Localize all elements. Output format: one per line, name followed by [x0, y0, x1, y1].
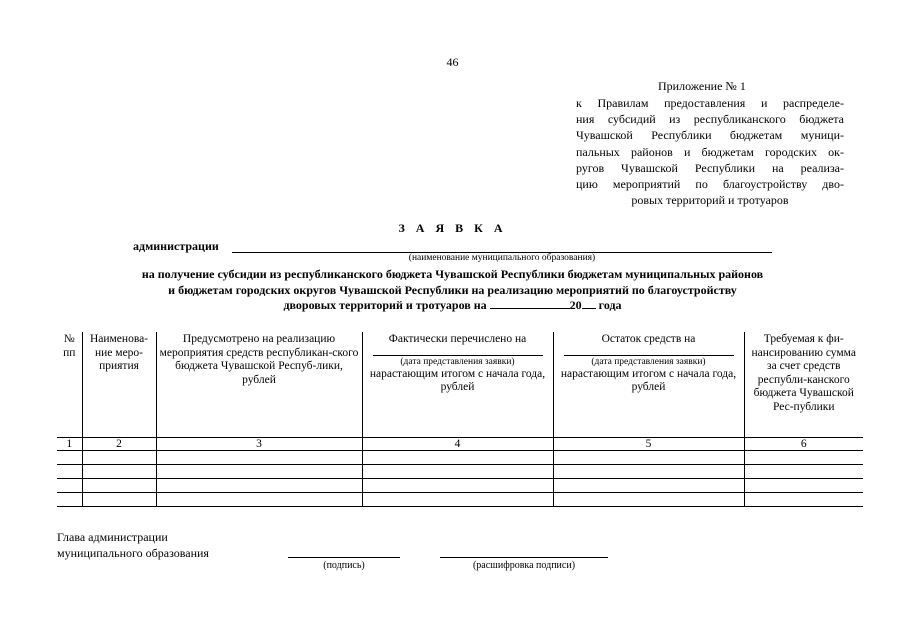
- admin-name-hint: (наименование муниципального образования): [408, 253, 596, 263]
- table-cell[interactable]: [553, 451, 744, 465]
- subsidy-line-text: дворовых территорий и тротуаров на: [283, 298, 487, 312]
- table-header-row: [57, 332, 863, 438]
- year-field[interactable]: [582, 298, 596, 309]
- table-cell[interactable]: [57, 479, 82, 493]
- appendix-line: цию мероприятий по благоустройству дво-: [576, 177, 844, 192]
- header-note: нарастающим итогом с начала года, рублей: [560, 367, 737, 394]
- year-word: года: [598, 298, 622, 312]
- table-cell[interactable]: [553, 479, 744, 493]
- table-cell[interactable]: [57, 451, 82, 465]
- table-cell[interactable]: [82, 465, 156, 479]
- table-cell[interactable]: [362, 493, 553, 507]
- signature-field[interactable]: [288, 557, 400, 558]
- column-number-row: [57, 438, 863, 451]
- table-cell[interactable]: [744, 465, 863, 479]
- table-cell[interactable]: [57, 493, 82, 507]
- appendix-line: ровых территорий и тротуаров: [631, 193, 789, 208]
- signature-block: [57, 529, 209, 561]
- date-field[interactable]: [490, 298, 570, 309]
- header-cell-planned: Предусмотрено на реализацию мероприятия средств республикан-ского бюджета Чувашской Респуб-лики, рублей: [156, 332, 362, 438]
- page-number: 46: [446, 55, 459, 69]
- document-title: З А Я В К А: [398, 221, 507, 235]
- table-cell[interactable]: [156, 479, 362, 493]
- appendix-line: к Правилам предоставления и распределе-: [576, 96, 844, 110]
- signature-hint: (подпись): [323, 560, 365, 571]
- signature-decode-field[interactable]: [440, 557, 608, 558]
- table-row: [57, 451, 863, 465]
- subsidy-line: и бюджетам городских округов Чувашской Республики на реализацию мероприятий по благоустройству: [168, 282, 737, 297]
- column-number: 2: [82, 438, 156, 451]
- signature-title-line: Глава администрации: [57, 530, 168, 544]
- header-label: Остаток средств на: [601, 333, 696, 345]
- table-cell[interactable]: [156, 465, 362, 479]
- table-cell[interactable]: [82, 479, 156, 493]
- header-cell-name: Наименова-ние меро-приятия: [82, 332, 156, 438]
- date-field[interactable]: [373, 355, 543, 356]
- appendix-text: [576, 95, 844, 208]
- table-cell[interactable]: [82, 493, 156, 507]
- table-cell[interactable]: [362, 465, 553, 479]
- table-cell[interactable]: [744, 451, 863, 465]
- table-cell[interactable]: [362, 479, 553, 493]
- header-cell-balance: [553, 332, 744, 438]
- signature-decode-hint: (расшифровка подписи): [472, 560, 576, 571]
- column-number: 1: [57, 438, 82, 451]
- header-label: Фактически перечислено на: [388, 333, 527, 345]
- table-row: [57, 465, 863, 479]
- table-cell[interactable]: [57, 465, 82, 479]
- subsidy-line: на получение субсидии из республиканского бюджета Чувашской Республики бюджетам муниципальных районов: [141, 267, 764, 281]
- table-row: [57, 479, 863, 493]
- table-cell[interactable]: [744, 493, 863, 507]
- appendix-line: ругов Чувашской Республики на реализа-: [576, 160, 844, 175]
- appendix-line: Чувашской Республики бюджетам муници-: [576, 128, 844, 143]
- header-note: нарастающим итогом с начала года, рублей: [369, 367, 546, 394]
- subsidy-line-date: [60, 298, 845, 314]
- column-number: 6: [744, 438, 863, 451]
- header-cell-required: Требуемая к фи-нансированию сумма за счет средств республи-канского бюджета Чувашской Рес-публики: [744, 332, 863, 438]
- appendix-line: ния субсидий из республиканского бюджета: [576, 112, 844, 127]
- table-cell[interactable]: [156, 451, 362, 465]
- table-cell[interactable]: [156, 493, 362, 507]
- signature-title-line: муниципального образования: [57, 546, 209, 560]
- column-number: 4: [362, 438, 553, 451]
- subsidy-purpose: [60, 267, 845, 314]
- year-prefix: 20: [569, 298, 582, 312]
- table-cell[interactable]: [82, 451, 156, 465]
- column-number: 5: [553, 438, 744, 451]
- date-field[interactable]: [564, 355, 734, 356]
- table-cell[interactable]: [744, 479, 863, 493]
- table-row: [57, 493, 863, 507]
- appendix-line: пальных районов и бюджетам городских ок-: [576, 144, 844, 159]
- admin-label: администрации: [133, 239, 219, 253]
- table-cell[interactable]: [553, 465, 744, 479]
- table-cell[interactable]: [362, 451, 553, 465]
- date-hint: (дата представления заявки): [591, 356, 706, 367]
- header-cell-number: № пп: [57, 332, 82, 438]
- column-number: 3: [156, 438, 362, 451]
- appendix-title: Приложение № 1: [658, 79, 746, 93]
- table-cell[interactable]: [553, 493, 744, 507]
- request-table: [57, 332, 863, 507]
- header-cell-transferred: [362, 332, 553, 438]
- date-hint: (дата представления заявки): [400, 356, 515, 367]
